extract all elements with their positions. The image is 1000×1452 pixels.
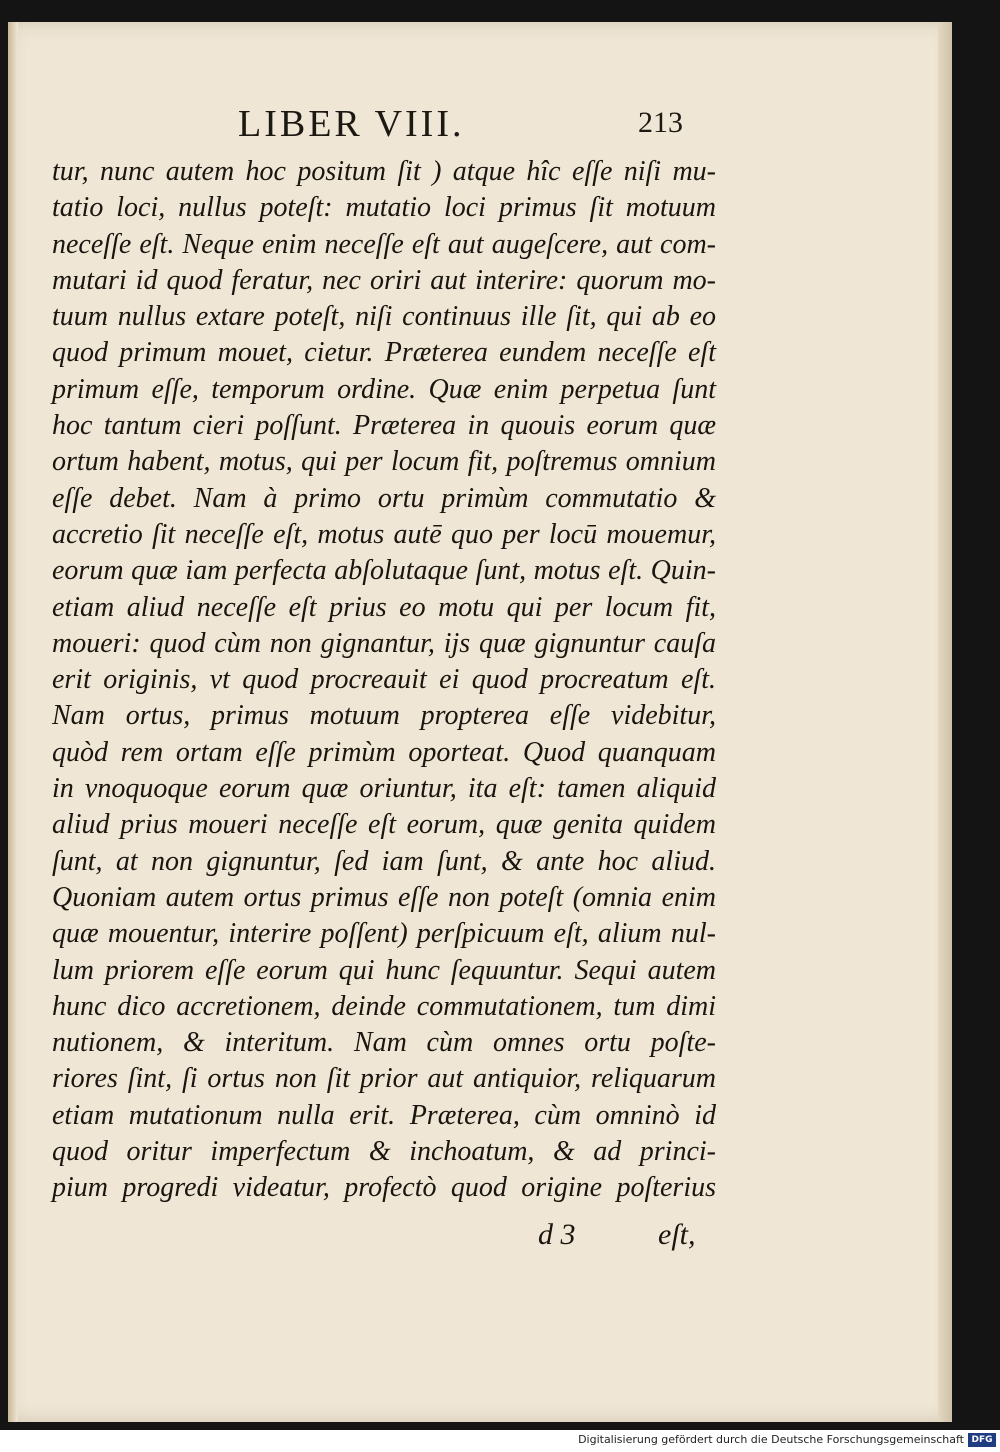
text-line: primum eſſe, temporum ordine. Quæ enim perpetua ſunt (52, 373, 716, 405)
body-text (52, 154, 716, 1207)
text-line: quod oritur imperfectum & inchoatum, & ad princi- (52, 1136, 716, 1168)
book-page (8, 22, 952, 1422)
text-line: Nam ortus, primus motuum propterea eſſe videbitur, (52, 700, 716, 732)
dfg-logo: DFG (968, 1433, 996, 1447)
funding-credit: Digitalisierung gefördert durch die Deutsche Forschungsgemeinschaft (578, 1433, 964, 1446)
signature-mark: d 3 (538, 1218, 576, 1251)
text-line: eſſe debet. Nam à primo ortu primùm commutatio & (52, 482, 716, 514)
running-head: LIBER VIII. (238, 103, 465, 145)
text-line: erit originis, vt quod procreauit ei quod procreatum eſt. (52, 664, 716, 696)
text-line: quæ mouentur, interire poſſent) perſpicuum eſt, alium nul- (52, 918, 716, 950)
text-line: etiam aliud neceſſe eſt prius eo motu qui per locum fit, (52, 591, 716, 623)
text-line: aliud prius moueri neceſſe eſt eorum, quæ genita quidem (52, 809, 716, 841)
text-line: hoc tantum cieri poſſunt. Præterea in quouis eorum quæ (52, 410, 716, 442)
text-line: lum priorem eſſe eorum qui hunc ſequuntur. Sequi autem (52, 954, 716, 986)
page-number: 213 (638, 106, 683, 139)
page-edge (938, 22, 952, 1422)
text-line: quòd rem ortam eſſe primùm oporteat. Quod quanquam (52, 736, 716, 768)
text-line: accretio ſit neceſſe eſt, motus autē quo per locū mouemur, (52, 518, 716, 550)
text-line: nutionem, & interitum. Nam cùm omnes ortu poſte- (52, 1027, 716, 1059)
text-line: mutari id quod feratur, nec oriri aut interire: quorum mo- (52, 264, 716, 296)
page-gutter (8, 22, 18, 1422)
text-line: quod primum mouet, cietur. Præterea eundem neceſſe eſt (52, 337, 716, 369)
text-line: eorum quæ iam perfecta abſolutaque ſunt, motus eſt. Quin- (52, 555, 716, 587)
text-line: etiam mutationum nulla erit. Præterea, cùm omninò id (52, 1099, 716, 1131)
text-line: tur, nunc autem hoc positum ſit ) atque hîc eſſe niſi mu- (52, 156, 716, 187)
text-line: tatio loci, nullus poteſt: mutatio loci primus ſit motuum (52, 192, 716, 224)
catchword: eſt, (658, 1218, 696, 1251)
text-line: ſunt, at non gignuntur, ſed iam ſunt, & ante hoc aliud. (52, 845, 716, 877)
text-line: hunc dico accretionem, deinde commutationem, tum dimi (52, 990, 716, 1022)
text-line: in vnoquoque eorum quæ oriuntur, ita eſt: tamen aliquid (52, 773, 716, 805)
text-line: ortum habent, motus, qui per locum fit, poſtremus omnium (52, 446, 716, 478)
text-line: neceſſe eſt. Neque enim neceſſe eſt aut augeſcere, aut com- (52, 228, 716, 260)
text-line: tuum nullus extare poteſt, niſi continuus ille ſit, qui ab eo (52, 301, 716, 333)
text-line: pium progredi videatur, profectò quod origine poſterius (52, 1172, 716, 1204)
text-line: riores ſint, ſi ortus non ſit prior aut antiquior, reliquarum (52, 1063, 716, 1095)
footer-bar (0, 1430, 1000, 1452)
text-line: Quoniam autem ortus primus eſſe non poteſt (omnia enim (52, 881, 716, 913)
text-line: moueri: quod cùm non gignantur, ijs quæ gignuntur cauſa (52, 627, 716, 659)
